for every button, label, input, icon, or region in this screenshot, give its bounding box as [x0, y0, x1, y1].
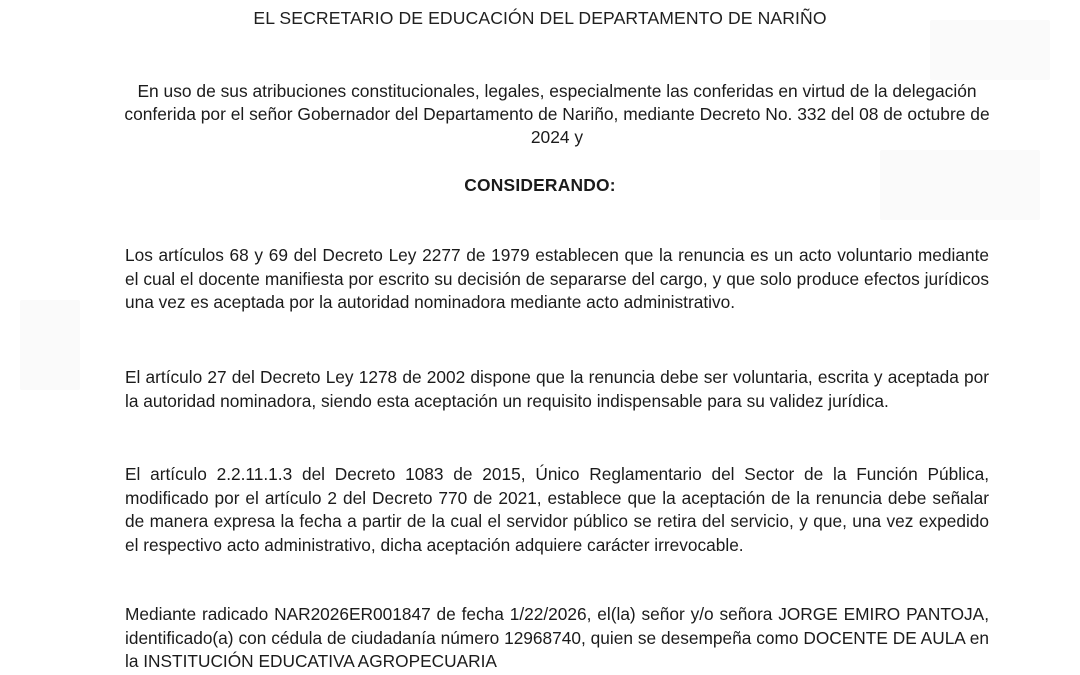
- scan-bleed-through: [930, 20, 1050, 80]
- paragraph-decreto-2277: Los artículos 68 y 69 del Decreto Ley 2277 de 1979 establecen que la renuncia es un acto voluntario mediante el cual el docente manifiesta por escrito su decisión de separarse del cargo, y que solo produce efectos jurídicos una vez es aceptada por la autoridad nominadora mediante acto administrativo.: [125, 245, 989, 313]
- paragraph-radicado: Mediante radicado NAR2026ER001847 de fecha 1/22/2026, el(la) señor y/o señora JORGE EMIRO PANTOJA, identificado(a) con cédula de ciudadanía número 12968740, quien se desempeña como DOCENTE DE AULA en la INSTITUCIÓN EDUCATIVA AGROPECUARIA: [125, 604, 989, 672]
- paragraph-decreto-1278: El artículo 27 del Decreto Ley 1278 de 2002 dispone que la renuncia debe ser voluntaria, escrita y aceptada por la autoridad nominadora, siendo esta aceptación un requisito indispensable para su validez jurídica.: [125, 367, 989, 411]
- document-heading: EL SECRETARIO DE EDUCACIÓN DEL DEPARTAMENTO DE NARIÑO: [253, 8, 827, 28]
- scan-bleed-through: [20, 300, 80, 390]
- paragraph-decreto-1083: El artículo 2.2.11.1.3 del Decreto 1083 de 2015, Único Reglamentario del Sector de la Función Pública, modificado por el artículo 2 del Decreto 770 de 2021, establece que la aceptación de la renuncia debe señalar de manera expresa la fecha a partir de la cual el servidor público se retira del servicio, y que, una vez expedido el respectivo acto administrativo, dicha aceptación adquiere carácter irrevocable.: [125, 464, 989, 555]
- preamble-text: En uso de sus atribuciones constitucionales, legales, especialmente las conferidas en virtud de la delegación conferida por el señor Gobernador del Departamento de Nariño, mediante Decreto No. 332 del 08 de octubre de 2024 y: [124, 81, 990, 147]
- section-title: CONSIDERANDO:: [464, 175, 616, 195]
